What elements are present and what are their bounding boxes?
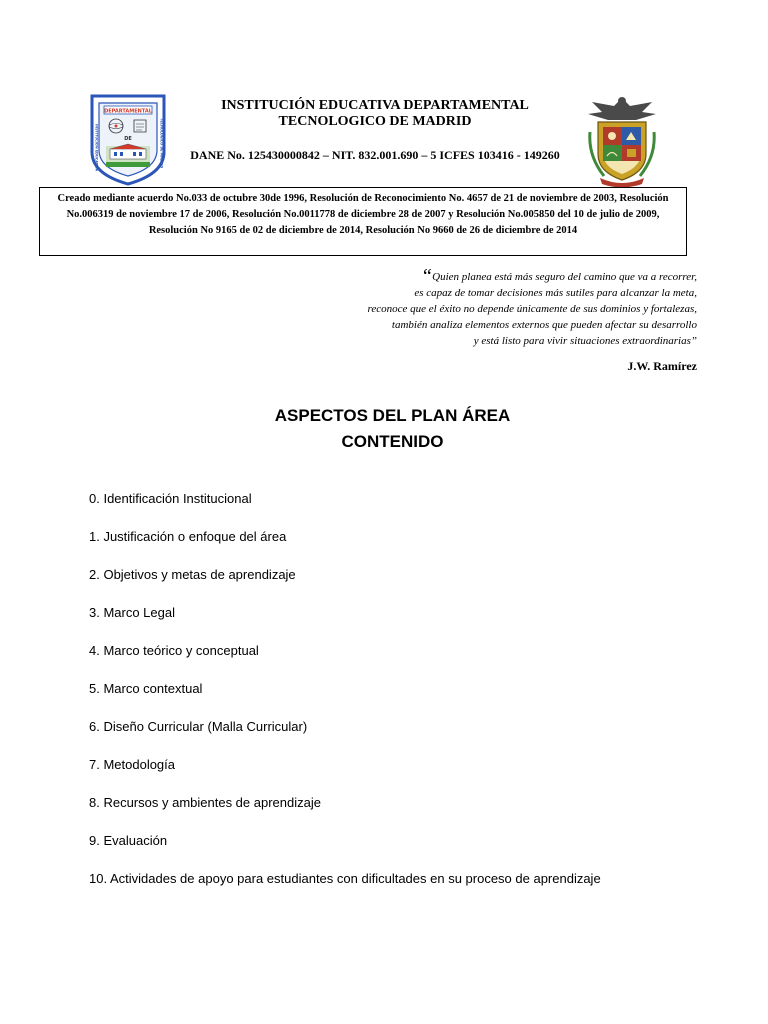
municipal-coat-of-arms-icon — [584, 92, 660, 190]
institution-name — [170, 98, 580, 130]
quote-line-5: y está listo para vivir situaciones extraordinarias” — [473, 335, 697, 347]
quote-open-mark: “ — [421, 265, 433, 287]
page-title: ASPECTOS DEL PLAN ÁREA — [274, 406, 511, 425]
dane-nit-icfes-line: DANE No. 125430000842 – NIT. 832.001.690 – 5 ICFES 103416 - 149260 — [190, 148, 560, 162]
institution-name-line-1: INSTITUCIÓN EDUCATIVA DEPARTAMENTAL — [221, 98, 529, 113]
crest-top-text: DEPARTAMENTAL — [104, 108, 152, 115]
list-item: 4. Marco teórico y conceptual — [89, 643, 259, 658]
crest-right-text: TECNOLÓGICO DE MADRID — [159, 118, 164, 169]
list-item: 9. Evaluación — [89, 833, 168, 848]
crest-left-text: INSTITUCIÓN EDUCATIVA — [94, 124, 99, 172]
quote-line-4: también analiza elementos externos que pueden afectar su desarrollo — [391, 319, 697, 331]
school-crest-logo — [90, 94, 166, 186]
epigraph-quote — [260, 265, 697, 349]
list-item: 7. Metodología — [89, 757, 176, 772]
list-item: 8. Recursos y ambientes de aprendizaje — [89, 795, 321, 810]
institution-name-line-2: TECNOLOGICO DE MADRID — [278, 114, 472, 129]
contents-list — [89, 490, 729, 908]
list-item: 6. Diseño Curricular (Malla Curricular) — [89, 719, 308, 734]
creation-resolutions-box: Creado mediante acuerdo No.033 de octubre 30de 1996, Resolución de Reconocimiento No. 4657 de 21 de noviembre de 2003, Resolución No.006319 de noviembre 17 de 2006, Resolución No.0011778 de diciembre 28 de 2007 y Resolución No.005850 del 10 de julio de 2009, Resolución No 9165 de 02 de diciembre de 2014, Resolución No 9660 de 26 de diciembre de 2014 — [39, 187, 687, 256]
list-item: 1. Justificación o enfoque del área — [89, 529, 287, 544]
quote-line-1-text: Quien planea está más seguro del camino que va a recorrer, — [432, 271, 697, 283]
quote-line-2: es capaz de tomar decisiones más sutiles para alcanzar la meta, — [414, 287, 697, 299]
school-crest-icon — [90, 94, 166, 186]
list-item: 2. Objetivos y metas de aprendizaje — [89, 567, 296, 582]
quote-author: J.W. Ramírez — [627, 359, 697, 373]
quote-line-3: reconoce que el éxito no depende únicamente de sus dominios y fortalezas, — [367, 303, 697, 315]
list-item: 10. Actividades de apoyo para estudiantes con dificultades en su proceso de aprendizaje — [89, 871, 601, 886]
crest-center-text: DE — [124, 136, 132, 142]
list-item: 0. Identificación Institucional — [89, 491, 252, 506]
coat-of-arms-logo — [584, 92, 660, 190]
quote-line-1 — [260, 265, 697, 287]
page-subtitle: CONTENIDO — [341, 432, 444, 451]
list-item: 5. Marco contextual — [89, 681, 203, 696]
list-item: 3. Marco Legal — [89, 605, 175, 620]
